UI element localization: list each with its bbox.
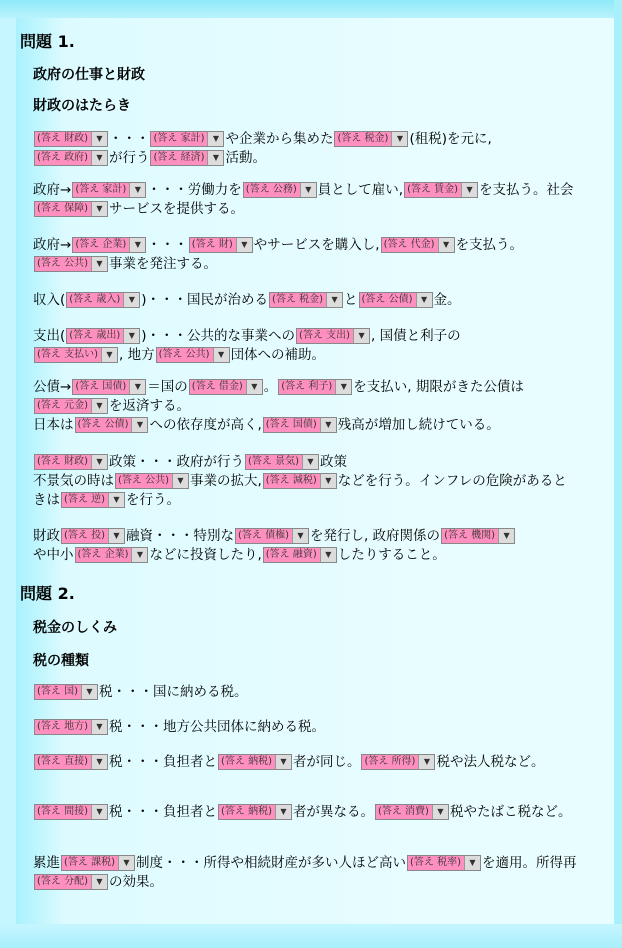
chevron-down-icon: ▼ <box>461 183 477 197</box>
chevron-down-icon: ▼ <box>91 151 107 165</box>
q1-paragraph-6: 公債→ (答え 国債) ▼ ＝国の (答え 借金) ▼ 。 (答え 利子) ▼ を支払い, 期限がきた公債は(答え 元金) ▼ を返済する。 日本は (答え 公債) ▼ への依存度が高く, (答え 国債) ▼ 残高が増加し続けている。 <box>33 379 524 433</box>
answer-select[interactable]: (答え 経済) ▼ <box>150 150 224 166</box>
answer-select[interactable]: (答え 投) ▼ <box>61 528 125 544</box>
answer-select[interactable]: (答え 分配) ▼ <box>34 874 108 890</box>
answer-select[interactable]: (答え 逆) ▼ <box>61 492 125 508</box>
chevron-down-icon: ▼ <box>91 455 107 469</box>
answer-select[interactable]: (答え 納税) ▼ <box>218 754 292 770</box>
question-1-title: 問題 1. <box>20 32 75 51</box>
answer-select[interactable]: (答え 課税) ▼ <box>61 855 135 871</box>
chevron-down-icon: ▼ <box>129 183 145 197</box>
q1-paragraph-4: 収入( (答え 歳入) ▼ )・・・国民が治める (答え 税金) ▼ と (答え 公債) ▼ 金。 <box>33 292 461 308</box>
chevron-down-icon: ▼ <box>91 720 107 734</box>
q2-paragraph-5: 累進 (答え 課税) ▼ 制度・・・所得や相続財産が多い人ほど高い (答え 税率) ▼ を適用。所得再(答え 分配) ▼ の効果。 <box>33 855 577 890</box>
chevron-down-icon: ▼ <box>91 805 107 819</box>
chevron-down-icon: ▼ <box>498 529 514 543</box>
answer-select[interactable]: (答え 公務) ▼ <box>243 182 317 198</box>
chevron-down-icon: ▼ <box>246 380 262 394</box>
chevron-down-icon: ▼ <box>292 529 308 543</box>
top-edge <box>0 0 622 18</box>
question-1-subheading: 財政のはたらき <box>33 98 131 114</box>
chevron-down-icon: ▼ <box>108 493 124 507</box>
chevron-down-icon: ▼ <box>108 529 124 543</box>
chevron-down-icon: ▼ <box>320 474 336 488</box>
chevron-down-icon: ▼ <box>275 805 291 819</box>
answer-select[interactable]: (答え 税率) ▼ <box>407 855 481 871</box>
chevron-down-icon: ▼ <box>438 238 454 252</box>
answer-select[interactable]: (答え 利子) ▼ <box>278 379 352 395</box>
bottom-edge <box>0 924 622 948</box>
chevron-down-icon: ▼ <box>131 548 147 562</box>
chevron-down-icon: ▼ <box>129 380 145 394</box>
chevron-down-icon: ▼ <box>416 293 432 307</box>
chevron-down-icon: ▼ <box>129 238 145 252</box>
answer-select[interactable]: (答え 支出) ▼ <box>296 328 370 344</box>
answer-select[interactable]: (答え 代金) ▼ <box>381 237 455 253</box>
answer-select[interactable]: (答え 家計) ▼ <box>150 131 224 147</box>
answer-select[interactable]: (答え 所得) ▼ <box>361 754 435 770</box>
q1-paragraph-5: 支出( (答え 歳出) ▼ )・・・公共的な事業への (答え 支出) ▼ , 国債と利子の (答え 支払い) ▼ , 地方 (答え 公共) ▼ 団体への補助。 <box>33 328 461 363</box>
chevron-down-icon: ▼ <box>320 548 336 562</box>
chevron-down-icon: ▼ <box>131 418 147 432</box>
chevron-down-icon: ▼ <box>118 856 134 870</box>
question-2-title: 問題 2. <box>20 584 75 603</box>
chevron-down-icon: ▼ <box>213 348 229 362</box>
chevron-down-icon: ▼ <box>326 293 342 307</box>
chevron-down-icon: ▼ <box>391 132 407 146</box>
q1-paragraph-7: (答え 財政) ▼ 政策・・・政府が行う (答え 景気) ▼ 政策 不景気の時は (答え 公共) ▼ 事業の拡大, (答え 減税) ▼ などを行う。インフレの危険があるときは (答え 逆) ▼ を行う。 <box>33 454 567 508</box>
answer-select[interactable]: (答え 公債) ▼ <box>75 417 149 433</box>
answer-select[interactable]: (答え 家計) ▼ <box>72 182 146 198</box>
chevron-down-icon: ▼ <box>207 132 223 146</box>
chevron-down-icon: ▼ <box>275 755 291 769</box>
answer-select[interactable]: (答え 国債) ▼ <box>263 417 337 433</box>
answer-select[interactable]: (答え 景気) ▼ <box>245 454 319 470</box>
answer-select[interactable]: (答え 財政) ▼ <box>34 131 108 147</box>
answer-select[interactable]: (答え 納税) ▼ <box>218 804 292 820</box>
question-2-heading: 税金のしくみ <box>33 620 117 636</box>
answer-select[interactable]: (答え 公共) ▼ <box>34 256 108 272</box>
chevron-down-icon: ▼ <box>172 474 188 488</box>
answer-select[interactable]: (答え 公共) ▼ <box>156 347 230 363</box>
answer-select[interactable]: (答え 直接) ▼ <box>34 754 108 770</box>
answer-select[interactable]: (答え 保障) ▼ <box>34 201 108 217</box>
answer-select[interactable]: (答え 元金) ▼ <box>34 398 108 414</box>
chevron-down-icon: ▼ <box>123 293 139 307</box>
answer-select[interactable]: (答え 賃金) ▼ <box>404 182 478 198</box>
chevron-down-icon: ▼ <box>207 151 223 165</box>
chevron-down-icon: ▼ <box>300 183 316 197</box>
chevron-down-icon: ▼ <box>320 418 336 432</box>
answer-select[interactable]: (答え 税金) ▼ <box>269 292 343 308</box>
chevron-down-icon: ▼ <box>81 685 97 699</box>
question-2-subheading: 税の種類 <box>33 653 89 669</box>
answer-select[interactable]: (答え 間接) ▼ <box>34 804 108 820</box>
answer-select[interactable]: (答え 歳入) ▼ <box>66 292 140 308</box>
q1-paragraph-8: 財政 (答え 投) ▼ 融資・・・特別な (答え 債権) ▼ を発行し, 政府関係の (答え 機関) ▼ や中小 (答え 企業) ▼ などに投資したり, (答え 融資) ▼ したりすること。 <box>33 527 578 565</box>
chevron-down-icon: ▼ <box>91 755 107 769</box>
right-edge <box>614 0 622 948</box>
answer-select[interactable]: (答え 融資) ▼ <box>263 547 337 563</box>
chevron-down-icon: ▼ <box>101 348 117 362</box>
answer-select[interactable]: (答え 消費) ▼ <box>375 804 449 820</box>
answer-select[interactable]: (答え 財政) ▼ <box>34 454 108 470</box>
q2-paragraph-4: (答え 間接) ▼ 税・・・負担者と (答え 納税) ▼ 者が異なる。 (答え 消費) ▼ 税やたばこ税など。 <box>33 803 578 822</box>
answer-select[interactable]: (答え 税金) ▼ <box>334 131 408 147</box>
answer-select[interactable]: (答え 減税) ▼ <box>263 473 337 489</box>
chevron-down-icon: ▼ <box>432 805 448 819</box>
answer-select[interactable]: (答え 国) ▼ <box>34 684 98 700</box>
q1-paragraph-2: 政府→ (答え 家計) ▼ ・・・労働力を (答え 公務) ▼ 員として雇い, (答え 賃金) ▼ を支払う。社会(答え 保障) ▼ サービスを提供する。 <box>33 182 574 217</box>
chevron-down-icon: ▼ <box>91 875 107 889</box>
question-1-heading: 政府の仕事と財政 <box>33 67 145 83</box>
answer-select[interactable]: (答え 財) ▼ <box>189 237 253 253</box>
q1-paragraph-1: (答え 財政) ▼ ・・・ (答え 家計) ▼ や企業から集めた (答え 税金) ▼ (租税)を元に, (答え 政府) ▼ が行う (答え 経済) ▼ 活動。 <box>33 130 578 168</box>
chevron-down-icon: ▼ <box>302 455 318 469</box>
answer-select[interactable]: (答え 国債) ▼ <box>72 379 146 395</box>
worksheet-frame <box>16 18 614 924</box>
q2-paragraph-1: (答え 国) ▼ 税・・・国に納める税。 <box>33 683 578 702</box>
chevron-down-icon: ▼ <box>236 238 252 252</box>
answer-select[interactable]: (答え 公債) ▼ <box>359 292 433 308</box>
answer-select[interactable]: (答え 機関) ▼ <box>441 528 515 544</box>
q2-paragraph-3: (答え 直接) ▼ 税・・・負担者と (答え 納税) ▼ 者が同じ。 (答え 所得) ▼ 税や法人税など。 <box>33 753 578 772</box>
answer-select[interactable]: (答え 歳出) ▼ <box>66 328 140 344</box>
chevron-down-icon: ▼ <box>91 399 107 413</box>
chevron-down-icon: ▼ <box>91 257 107 271</box>
q1-paragraph-3: 政府→ (答え 企業) ▼ ・・・ (答え 財) ▼ やサービスを購入し, (答え 代金) ▼ を支払う。 (答え 公共) ▼ 事業を発注する。 <box>33 237 524 272</box>
answer-select[interactable]: (答え 政府) ▼ <box>34 150 108 166</box>
chevron-down-icon: ▼ <box>418 755 434 769</box>
chevron-down-icon: ▼ <box>335 380 351 394</box>
chevron-down-icon: ▼ <box>123 329 139 343</box>
answer-select[interactable]: (答え 支払い) ▼ <box>34 347 118 363</box>
answer-select[interactable]: (答え 借金) ▼ <box>189 379 263 395</box>
chevron-down-icon: ▼ <box>91 202 107 216</box>
chevron-down-icon: ▼ <box>91 132 107 146</box>
answer-select[interactable]: (答え 企業) ▼ <box>72 237 146 253</box>
answer-select[interactable]: (答え 債権) ▼ <box>235 528 309 544</box>
answer-select[interactable]: (答え 公共) ▼ <box>115 473 189 489</box>
chevron-down-icon: ▼ <box>353 329 369 343</box>
q2-paragraph-2: (答え 地方) ▼ 税・・・地方公共団体に納める税。 <box>33 718 578 737</box>
chevron-down-icon: ▼ <box>464 856 480 870</box>
answer-select[interactable]: (答え 企業) ▼ <box>75 547 149 563</box>
answer-select[interactable]: (答え 地方) ▼ <box>34 719 108 735</box>
